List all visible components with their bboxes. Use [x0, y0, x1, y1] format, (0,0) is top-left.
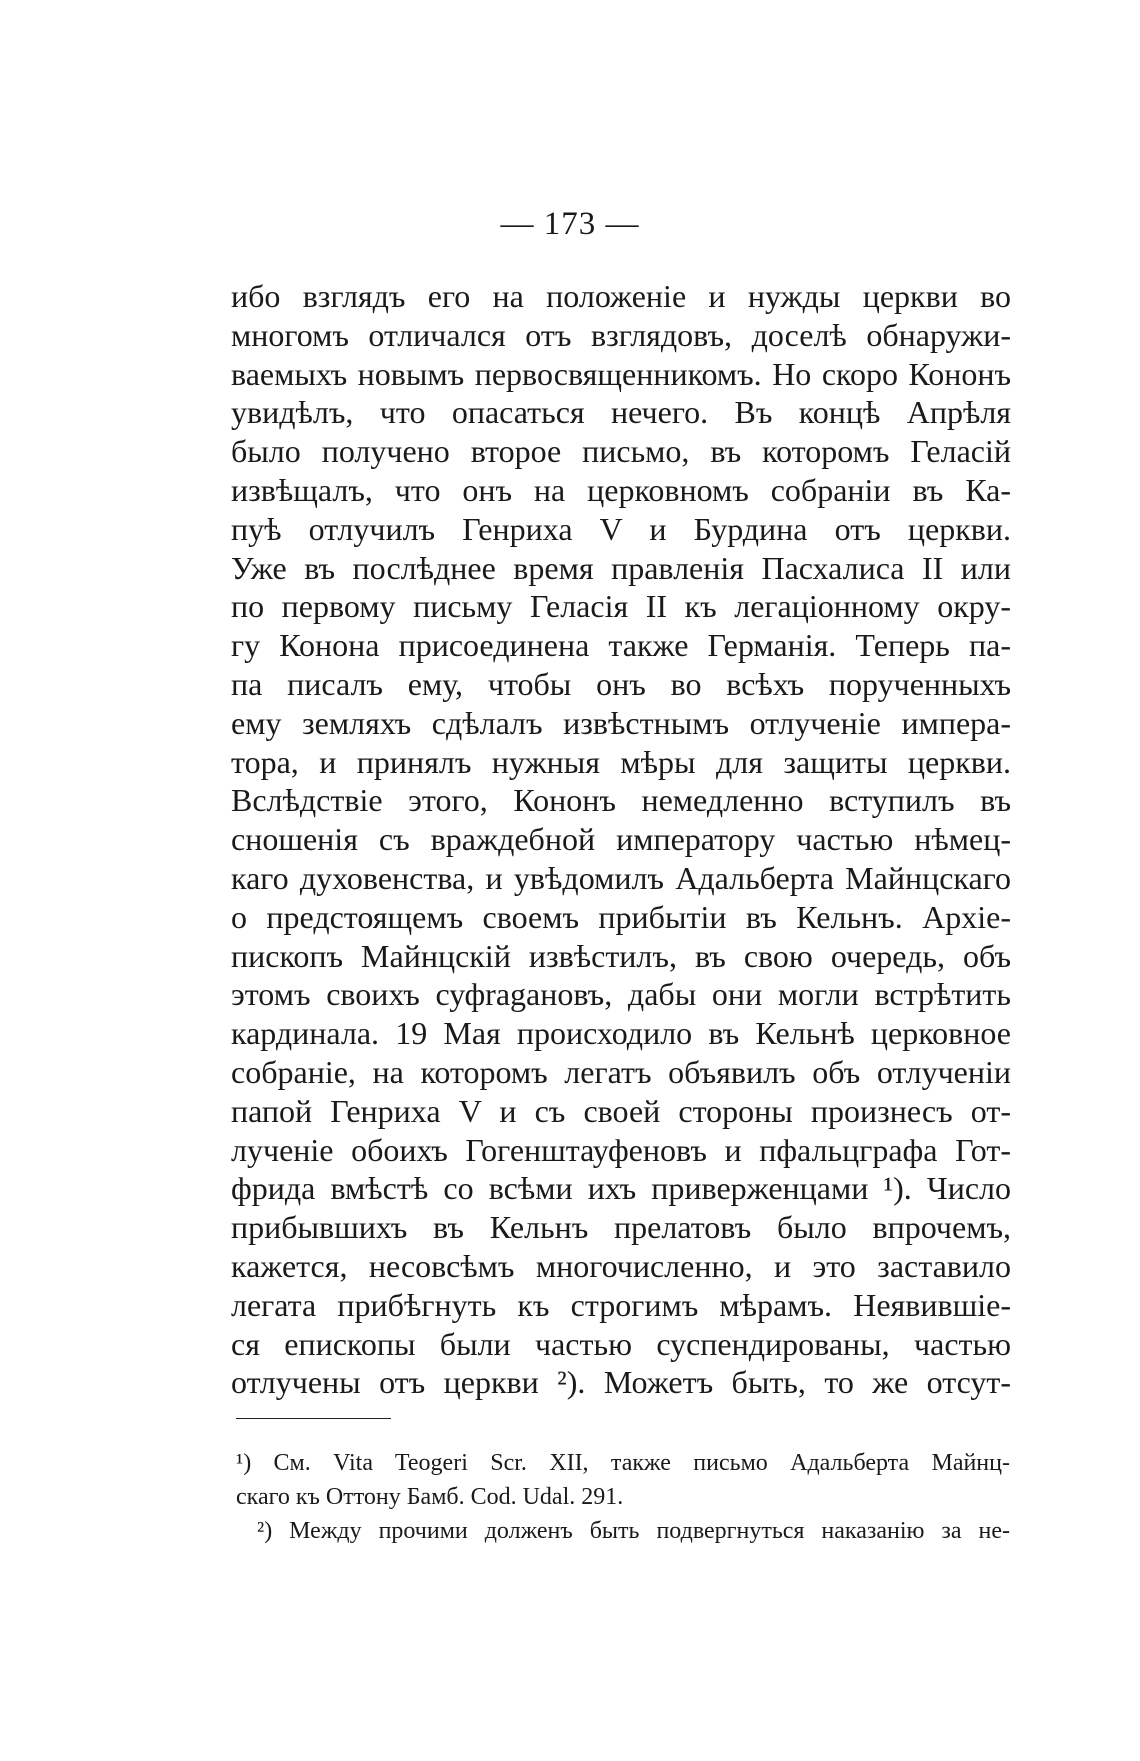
footnote-divider: [236, 1418, 391, 1419]
text-line: пископъ Майнцскій извѣстилъ, въ свою очередь, объ: [231, 937, 1011, 974]
text-line: прибывшихъ въ Кельнъ прелатовъ было впрочемъ,: [231, 1209, 1011, 1246]
text-line: многомъ отличался отъ взглядовъ, доселѣ обнаружи-: [231, 316, 1011, 353]
text-line: о предстоящемъ своемъ прибытіи въ Кельнъ. Архіе-: [231, 898, 1011, 935]
text-line: легата прибѣгнуть къ строгимъ мѣрамъ. Неявившіе-: [231, 1286, 1011, 1323]
footnote-1-continuation: скаго къ Оттону Бамб. Cod. Udal. 291.: [236, 1484, 624, 1510]
text-line: извѣщалъ, что онъ на церковномъ собраніи въ Ка-: [231, 471, 1011, 508]
text-line: фрида вмѣстѣ со всѣми ихъ приверженцами ¹). Число: [231, 1170, 1011, 1207]
text-line: гу Конона присоединена также Германія. Теперь па-: [231, 627, 1011, 664]
footnote-2: ²) Между прочими долженъ быть подвергнуться наказанію за не-: [257, 1518, 1010, 1544]
text-line: ибо взглядъ его на положеніе и нужды церкви во: [231, 278, 1011, 314]
page-number: — 173 —: [500, 206, 640, 242]
main-text: [231, 277, 1011, 1402]
text-line: увидѣлъ, что опасаться нечего. Въ концѣ Апрѣля: [231, 394, 1011, 431]
text-line: ся епископы были частью суспендированы, частью: [231, 1325, 1011, 1362]
text-line: ему земляхъ сдѣлалъ извѣстнымъ отлученіе импера-: [231, 704, 1011, 741]
text-line: этомъ своихъ суфragановъ, дабы они могли встрѣтить: [231, 976, 1011, 1013]
footnote-1: ¹) См. Vita Teogeri Scr. XII, также письмо Адальберта Майнц-: [236, 1450, 1010, 1476]
text-line: Вслѣдствіе этого, Кононъ немедленно вступилъ въ: [231, 782, 1011, 819]
text-line: па писалъ ему, чтобы онъ во всѣхъ порученныхъ: [231, 665, 1011, 702]
footnotes: [236, 1446, 1010, 1548]
text-line: собраніе, на которомъ легатъ объявилъ объ отлученіи: [231, 1053, 1011, 1090]
text-line: тора, и принялъ нужныя мѣры для защиты церкви.: [231, 743, 1011, 780]
text-line: отлучены отъ церкви ²). Можетъ быть, то же отсут-: [231, 1364, 1011, 1401]
text-line: пуѣ отлучилъ Генриха V и Бурдина отъ церкви.: [231, 510, 1011, 547]
text-line: папой Генриха V и съ своей стороны произнесъ от-: [231, 1092, 1011, 1129]
text-line: лученіе обоихъ Гогенштауфеновъ и пфальцграфа Гот-: [231, 1131, 1011, 1168]
text-line: кардинала. 19 Мая происходило въ Кельнѣ церковное: [231, 1015, 1011, 1052]
text-line: по первому письму Геласія II къ легаціонному окру-: [231, 588, 1011, 625]
text-line: было получено второе письмо, въ которомъ Геласій: [231, 433, 1011, 470]
text-line: каго духовенства, и увѣдомилъ Адальберта Майнцскаго: [231, 859, 1011, 896]
text-line: кажется, несовсѣмъ многочисленно, и это заставило: [231, 1247, 1011, 1284]
text-line: Уже въ послѣднее время правленія Пасхалиса II или: [231, 549, 1011, 586]
text-line: сношенія съ враждебной императору частью нѣмец-: [231, 821, 1011, 858]
text-line: ваемыхъ новымъ первосвященникомъ. Но скоро Кононъ: [231, 355, 1011, 392]
